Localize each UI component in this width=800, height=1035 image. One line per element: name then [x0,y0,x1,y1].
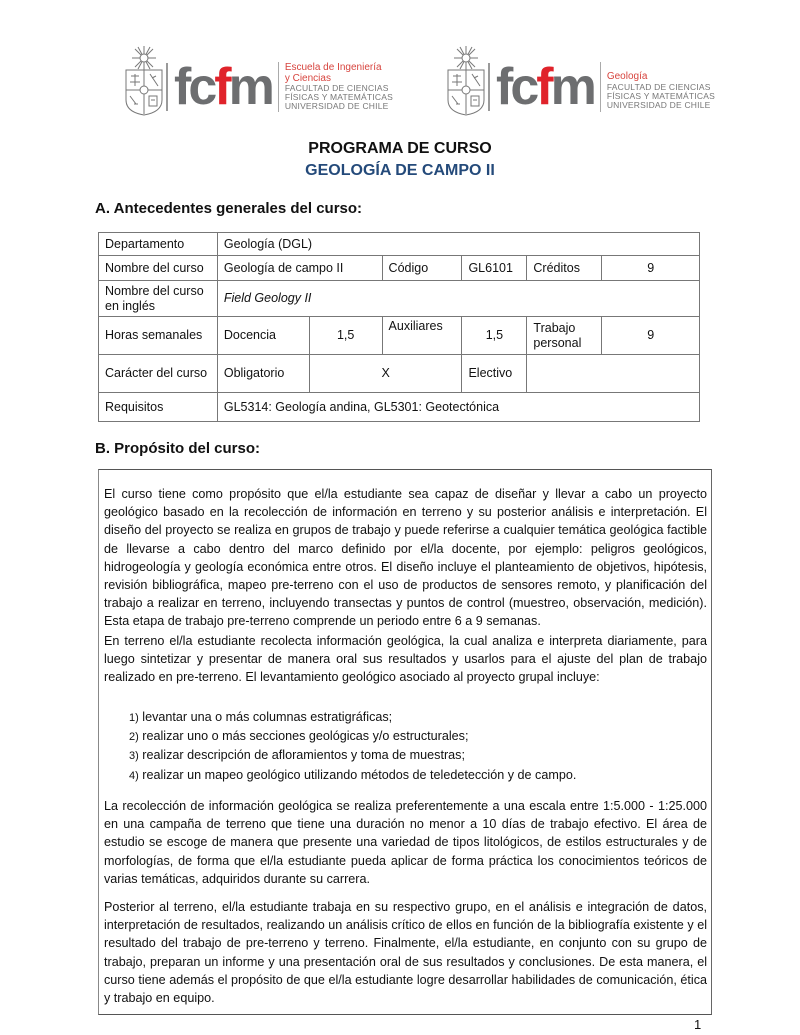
logo-caption-line: UNIVERSIDAD DE CHILE [606,99,711,110]
fcfm-logo-geologia [444,44,715,116]
logo-caption-line: FACULTAD DE CIENCIAS [606,81,711,92]
list-item: 3) realizar descripción de afloramientos y toma de muestras; [129,748,465,763]
electivo-mark [527,355,700,393]
auxiliares-value: 1,5 [462,317,527,355]
departamento-value: Geología (DGL) [217,233,699,256]
logo-caption-line: y Ciencias [284,72,331,84]
logo-caption-line: UNIVERSIDAD DE CHILE [284,100,389,111]
trabajo-personal-label: Trabajo personal [527,317,602,355]
page-number: 1 [694,1017,702,1032]
university-crest-icon [444,44,488,116]
fcfm-logo-escuela [122,44,393,116]
logo-separator [600,62,601,112]
docencia-label: Docencia [217,317,309,355]
university-crest-icon [122,44,166,116]
caracter-label: Carácter del curso [99,355,218,393]
table-row-nombre-ingles [99,281,700,317]
obligatorio-label: Obligatorio [217,355,309,393]
list-item: 1) levantar una o más columnas estratigráficas; [129,710,393,724]
logo-caption [285,63,393,111]
requisitos-value: GL5314: Geología andina, GL5301: Geotectónica [217,393,699,422]
logo-caption-line: Escuela de Ingeniería [284,62,382,74]
logo-divider [166,63,168,111]
horas-label: Horas semanales [99,317,218,355]
nombre-value: Geología de campo II [217,256,382,281]
departamento-label: Departamento [99,233,218,256]
table-row-departamento [99,233,700,256]
fcfm-wordmark: fcfm [174,58,272,116]
section-a-heading: A. Antecedentes generales del curso: [95,200,363,217]
purpose-paragraph: La recolección de información geológica se realiza preferentemente a una escala entre 1:5.000 - 1:25.000 en una campaña de terreno que tiene una duración no menor a 10 días de trabajo efectivo. El área de estudio se escoge de manera que presente una variedad de tipos litológicos, de estilos estructurales y de morfologías, de forma que el/la estudiante pueda aplicar de forma práctica los conocimientos teóricos de varias temáticas, adquiridos durante su carrera. [104,799,707,886]
course-info-table [98,232,700,422]
codigo-label: Código [382,256,462,281]
logo-separator [278,62,279,112]
auxiliares-label: Auxiliares [382,317,462,355]
electivo-label: Electivo [462,355,527,393]
document-title: PROGRAMA DE CURSO [308,140,492,157]
purpose-paragraph: En terreno el/la estudiante recolecta información geológica, la cual analiza e interpreta diariamente, para luego sintetizar y presentar de manera oral sus resultados y usarlos para el ajuste del plan de trabajo realizado en pre-terreno. El levantamiento geológico asociado al proyecto grupal incluye: [104,634,707,685]
trabajo-personal-value: 9 [602,317,700,355]
logo-caption-line: FÍSICAS Y MATEMÁTICAS [606,90,715,101]
logo-caption-line: FÍSICAS Y MATEMÁTICAS [284,92,393,103]
nombre-ingles-label: Nombre del curso en inglés [99,281,218,317]
codigo-value: GL6101 [462,256,527,281]
fcfm-wordmark: fcfm [496,58,594,116]
requisitos-label: Requisitos [99,393,218,422]
obligatorio-mark: X [309,355,462,393]
purpose-paragraph: Posterior al terreno, el/la estudiante trabaja en su respectivo grupo, en el análisis e integración de datos, interpretación de resultados, realizando un análisis crítico de ellos en función de la bibliografía existente y el resultado del trabajo de pre-terreno y terreno. Finalmente, el/la estudiante, en conjunto con su grupo de trabajo, preparan un informe y una presentación oral de sus resultados y conclusiones. De esta manera, el curso tiene además el propósito de que el/la estudiante logre desarrollar habilidades de comunicación, ética y trabajo en equipo. [104,900,707,1006]
table-row-horas [99,317,700,355]
logo-caption [607,72,715,109]
section-b-heading: B. Propósito del curso: [95,440,261,457]
course-title: GEOLOGÍA DE CAMPO II [305,162,495,179]
logo-caption-line: FACULTAD DE CIENCIAS [284,83,389,94]
nombre-label: Nombre del curso [99,256,218,281]
nombre-ingles-value: Field Geology II [217,281,699,317]
logo-divider [488,63,490,111]
list-item: 4) realizar un mapeo geológico utilizando métodos de teledetección y de campo. [129,767,577,782]
survey-activities-list [129,708,576,785]
table-row-requisitos [99,393,700,422]
purpose-paragraph: El curso tiene como propósito que el/la estudiante sea capaz de diseñar y llevar a cabo un proyecto geológico basado en la recolección de información en terreno y su posterior análisis e interpretación. El diseño del proyecto se realiza en grupos de trabajo y puede referirse a cualquier temática geológica factible de llevarse a cabo dentro del marco definido por el/la docente, por ejemplo: peligros geológicos, hidrogeología y geología económica entre otros. El diseño incluye el planteamiento de objetivos, hipótesis, revisión bibliográfica, mapeo pre-terreno con el uso de productos de sensores remoto, y planificación del trabajo a realizar en terreno, incluyendo transectas y puntos de control (muestreo, observación, medición). Esta etapa de trabajo pre-terreno comprende un periodo entre 6 a 9 semanas. [104,487,707,629]
creditos-label: Créditos [527,256,602,281]
creditos-value: 9 [602,256,700,281]
table-row-nombre [99,256,700,281]
table-row-caracter [99,355,700,393]
logo-caption-line: Geología [606,71,648,83]
purpose-box [98,469,712,1015]
list-item: 2) realizar uno o más secciones geológicas y/o estructurales; [129,729,469,744]
docencia-value: 1,5 [309,317,382,355]
